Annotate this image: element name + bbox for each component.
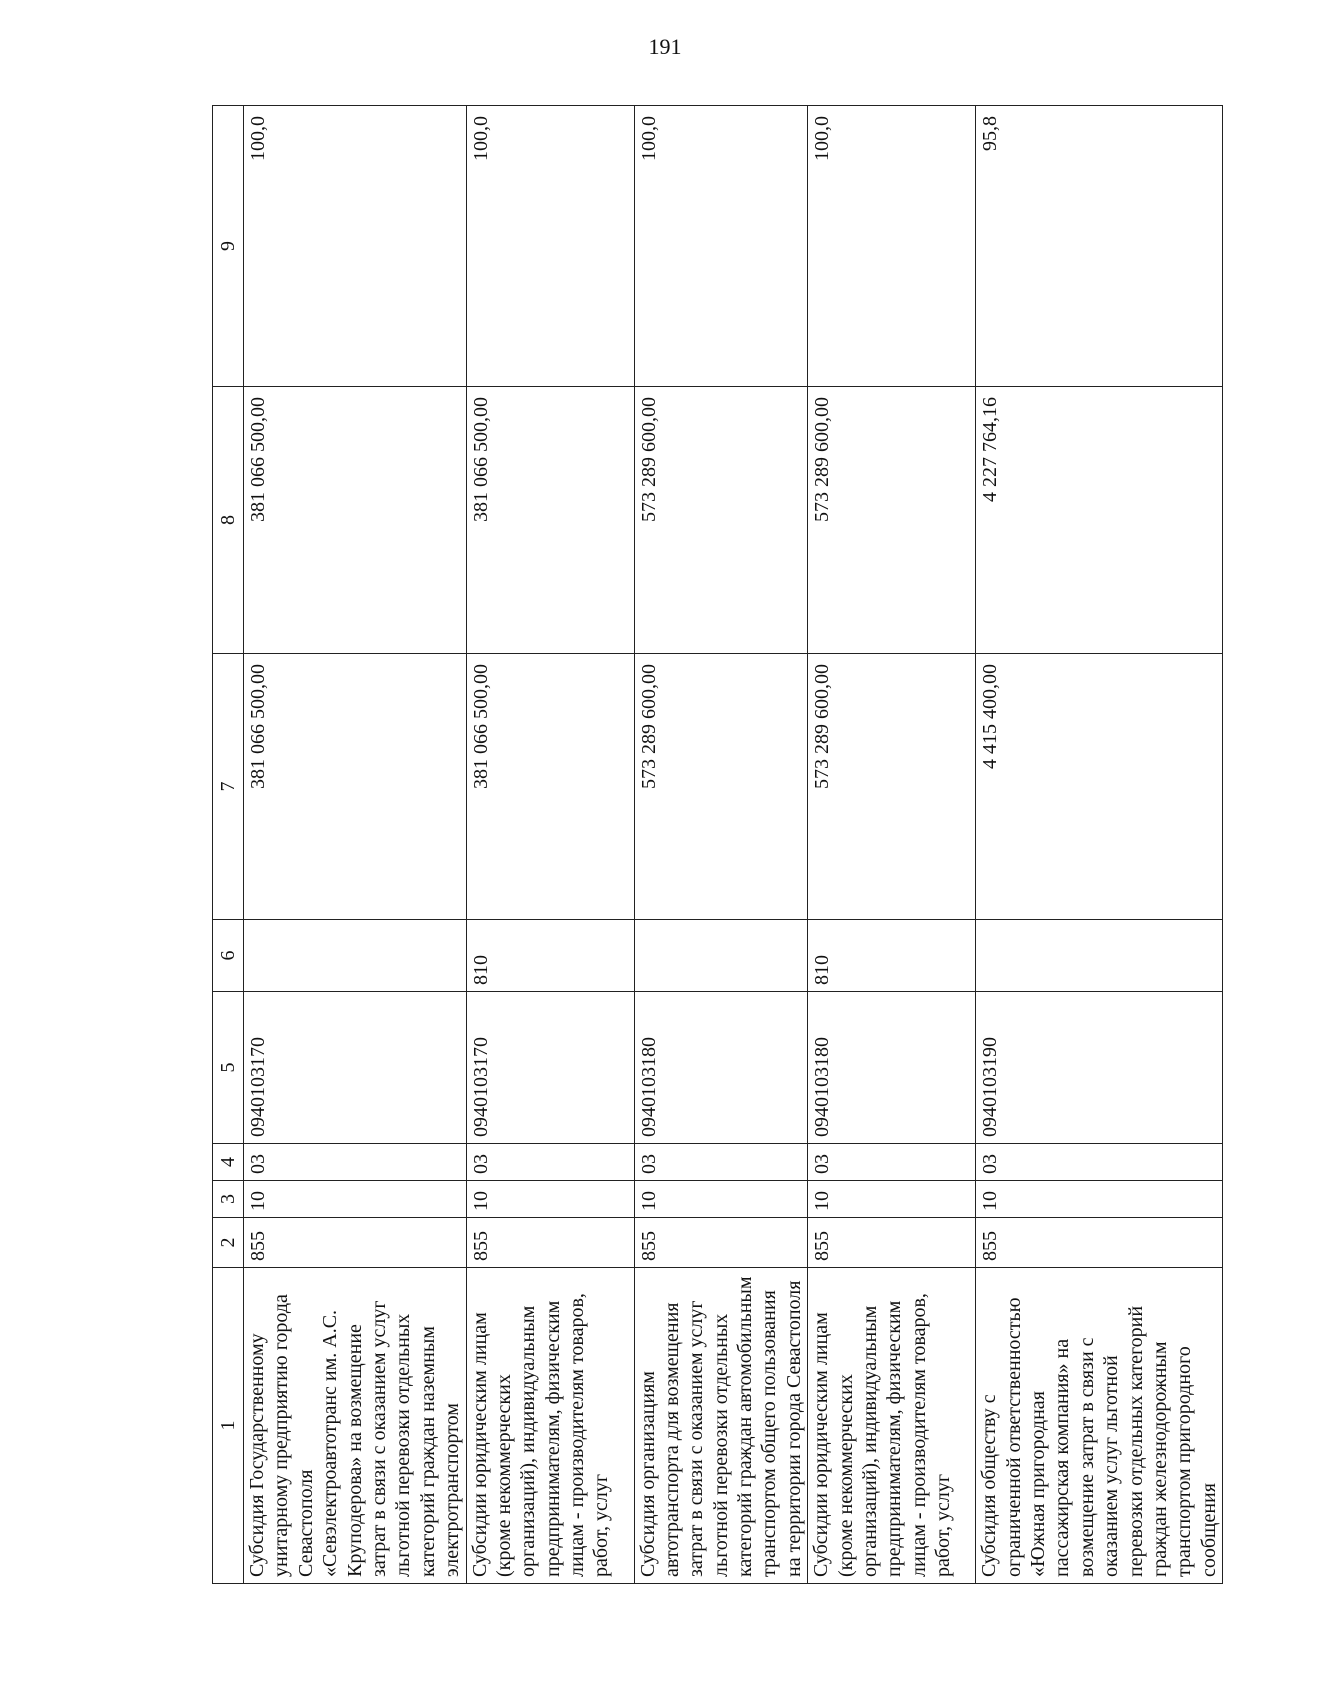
row-planned-amount: 573 289 600,00 [634, 654, 808, 920]
row-subsection-code: 03 [466, 1144, 634, 1181]
row-execution-percent: 100,0 [808, 106, 976, 387]
row-section-code: 10 [466, 1181, 634, 1218]
column-header: 4 [213, 1144, 244, 1181]
row-section-code: 10 [244, 1181, 467, 1218]
row-execution-percent: 100,0 [634, 106, 808, 387]
budget-table-rotated [212, 106, 1220, 1584]
row-subsection-code: 03 [634, 1144, 808, 1181]
row-description: Субсидия обществу с ограниченной ответственностью «Южная пригородная пассажирская компания» на возмещение затрат в связи с оказанием услуг льготной перевозки отдельных категорий граждан железнодорожным транспортом пригородного сообщения [976, 1268, 1223, 1584]
row-target-article-code: 0940103180 [808, 992, 976, 1144]
column-header: 2 [213, 1218, 244, 1268]
row-execution-percent: 100,0 [244, 106, 467, 387]
row-subsection-code: 03 [976, 1144, 1223, 1181]
row-actual-amount: 4 227 764,16 [976, 387, 1223, 654]
row-description: Субсидия Государственному унитарному предприятию города Севастополя «Севэлектроавтотранс им. А.С. Круподерова» на возмещение затрат в связи с оказанием услуг льготной перевозки отдельных категорий граждан наземным электротранспортом [244, 1268, 467, 1584]
row-target-article-code: 0940103170 [244, 992, 467, 1144]
row-grbs-code: 855 [634, 1218, 808, 1268]
table-row [634, 106, 808, 1584]
row-actual-amount: 381 066 500,00 [244, 387, 467, 654]
row-section-code: 10 [976, 1181, 1223, 1218]
table-row [466, 106, 634, 1584]
row-subsection-code: 03 [244, 1144, 467, 1181]
column-header: 3 [213, 1181, 244, 1218]
table-row [808, 106, 976, 1584]
row-expense-type-code: 810 [466, 920, 634, 992]
row-actual-amount: 573 289 600,00 [808, 387, 976, 654]
row-expense-type-code [634, 920, 808, 992]
row-actual-amount: 573 289 600,00 [634, 387, 808, 654]
column-header: 5 [213, 992, 244, 1144]
row-grbs-code: 855 [808, 1218, 976, 1268]
table-row [976, 106, 1223, 1584]
row-target-article-code: 0940103190 [976, 992, 1223, 1144]
row-planned-amount: 573 289 600,00 [808, 654, 976, 920]
table-row [244, 106, 467, 1584]
row-grbs-code: 855 [976, 1218, 1223, 1268]
column-header: 8 [213, 387, 244, 654]
column-header: 1 [213, 1268, 244, 1584]
row-description: Субсидии юридическим лицам (кроме некоммерческих организаций), индивидуальным предпринимателям, физическим лицам - производителям товаров, работ, услуг [466, 1268, 634, 1584]
row-expense-type-code: 810 [808, 920, 976, 992]
row-description: Субсидия организациям автотранспорта для возмещения затрат в связи с оказанием услуг льготной перевозки отдельных категорий граждан автомобильным транспортом общего пользования на территории города Севастополя [634, 1268, 808, 1584]
column-header: 7 [213, 654, 244, 920]
row-execution-percent: 100,0 [466, 106, 634, 387]
row-planned-amount: 381 066 500,00 [466, 654, 634, 920]
row-target-article-code: 0940103180 [634, 992, 808, 1144]
budget-table [212, 105, 1223, 1584]
row-expense-type-code [976, 920, 1223, 992]
row-planned-amount: 381 066 500,00 [244, 654, 467, 920]
row-actual-amount: 381 066 500,00 [466, 387, 634, 654]
row-section-code: 10 [808, 1181, 976, 1218]
row-expense-type-code [244, 920, 467, 992]
row-planned-amount: 4 415 400,00 [976, 654, 1223, 920]
row-section-code: 10 [634, 1181, 808, 1218]
row-subsection-code: 03 [808, 1144, 976, 1181]
column-header: 6 [213, 920, 244, 992]
page-number: 191 [648, 34, 682, 59]
row-grbs-code: 855 [244, 1218, 467, 1268]
table-header-row [213, 106, 244, 1584]
row-execution-percent: 95,8 [976, 106, 1223, 387]
row-grbs-code: 855 [466, 1218, 634, 1268]
row-description: Субсидии юридическим лицам (кроме некоммерческих организаций), индивидуальным предпринимателям, физическим лицам - производителям товаров, работ, услуг [808, 1268, 976, 1584]
row-target-article-code: 0940103170 [466, 992, 634, 1144]
column-header: 9 [213, 106, 244, 387]
